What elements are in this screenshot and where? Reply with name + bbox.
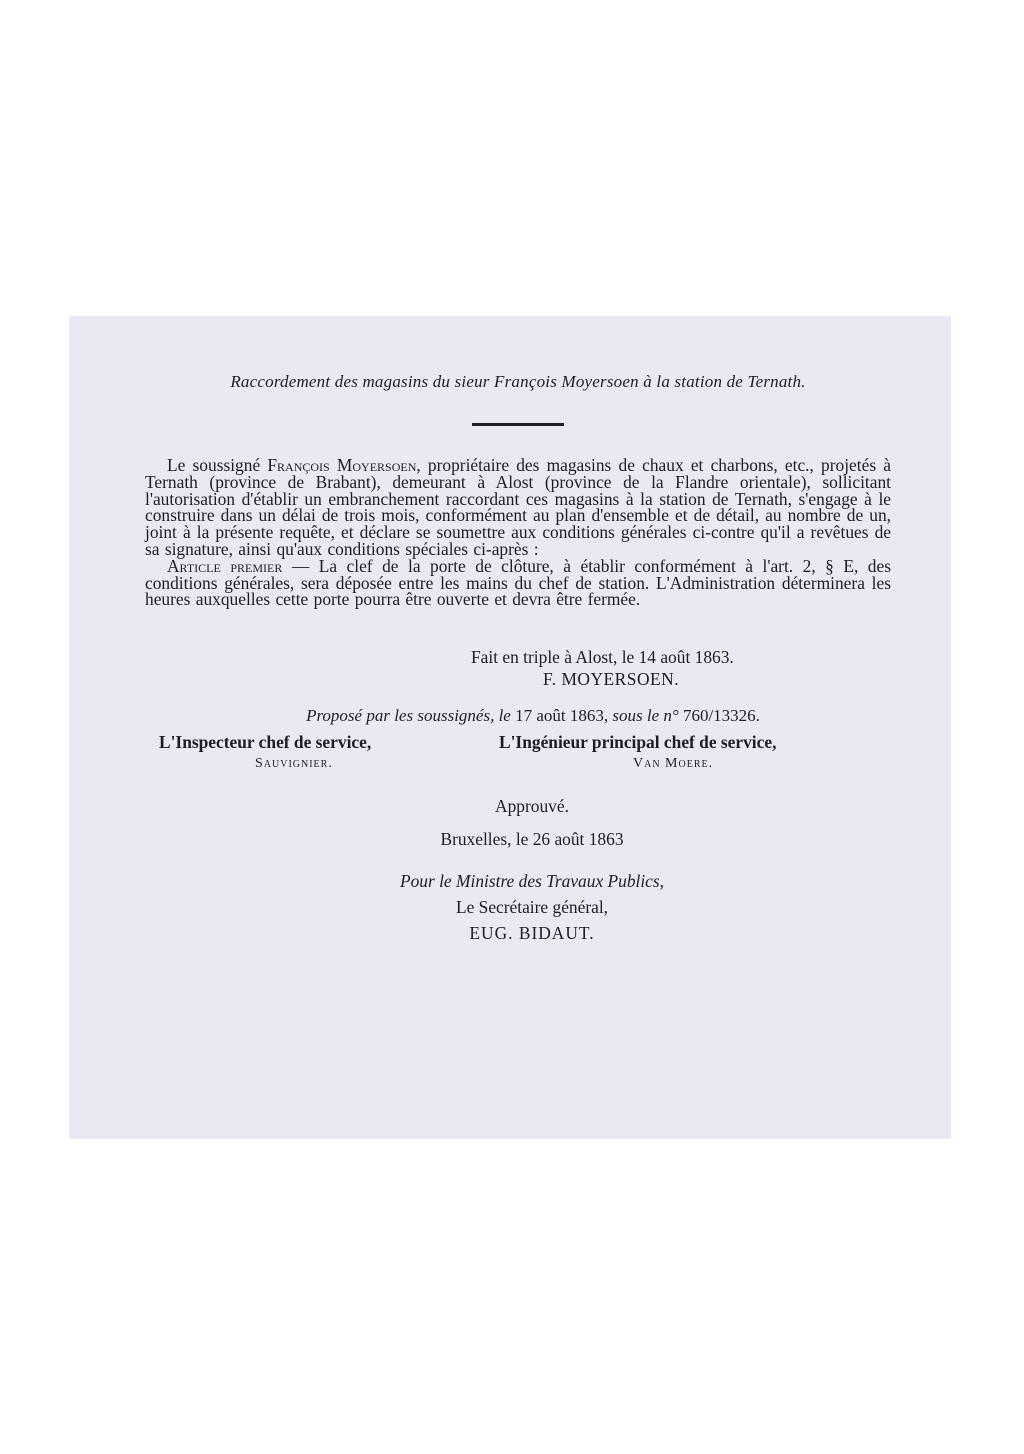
closing-block (145, 868, 891, 946)
paragraph-request-text: , propriétaire des magasins de chaux et charbons, etc., projetés à Ternath (province de Brabant), demeurant à Alost (province de la Flandre orientale), sollicitant l'autorisation d'établir un embranchement raccordant ces magasins à la station de Ternath, s'engage à le construire dans un délai de trois mois, conformément au plan d'ensemble et de détail, au nombre de un, joint à la présente requête, et déclare se soumettre aux conditions générales ci-contre qu'il a revêtues de sa signature, ainsi qu'aux conditions spéciales ci-après : (145, 455, 892, 559)
approval-date: Bruxelles, le 26 août 1863 (440, 829, 624, 850)
officers-block (145, 732, 891, 778)
secretary-line: Le Secrétaire général, (455, 897, 609, 918)
minister-line: Pour le Ministre des Travaux Publics, (399, 871, 665, 892)
applicant-signature: F. MOYERSOEN. (543, 669, 680, 690)
secretary-name: EUG. BIDAUT. (469, 923, 595, 944)
engineer-name: Van Moere. (633, 756, 714, 772)
paragraph-article (145, 555, 891, 610)
title-divider (472, 423, 564, 426)
proposal-line (145, 706, 891, 726)
signing-block (145, 646, 891, 690)
engineer-title: L'Ingénieur principal chef de service, (499, 732, 777, 753)
applicant-name: François Moyersoen (267, 455, 417, 475)
article-label: Article premier (167, 555, 283, 576)
inspector-name: Sauvignier. (255, 756, 333, 772)
paragraph-request (145, 457, 891, 558)
fait-line: Fait en triple à Alost, le 14 août 1863. (471, 647, 734, 668)
paragraph-intro: Le soussigné (167, 455, 261, 475)
article-text: — La clef de la porte de clôture, à établir conformément à l'art. 2, § E, des conditions générales, sera déposée entre les mains du chef de station. L'Administration déterminera les heures auxquelles cette porte pourra être ouverte et devra être fermée. (145, 555, 891, 610)
proposal-date: 17 août 1863, (515, 706, 609, 726)
inspector-title: L'Inspecteur chef de service, (159, 732, 372, 753)
document-title: Raccordement des magasins du sieur François Moyersoen à la station de Ternath. (230, 372, 806, 391)
document-body (145, 457, 891, 608)
proposal-middle: sous le n° (612, 706, 679, 726)
scanned-page (69, 316, 951, 1139)
proposal-before: Proposé par les soussignés, le (306, 706, 511, 726)
proposal-number: 760/13326. (682, 706, 760, 726)
approval-label: Approuvé. (495, 796, 569, 817)
